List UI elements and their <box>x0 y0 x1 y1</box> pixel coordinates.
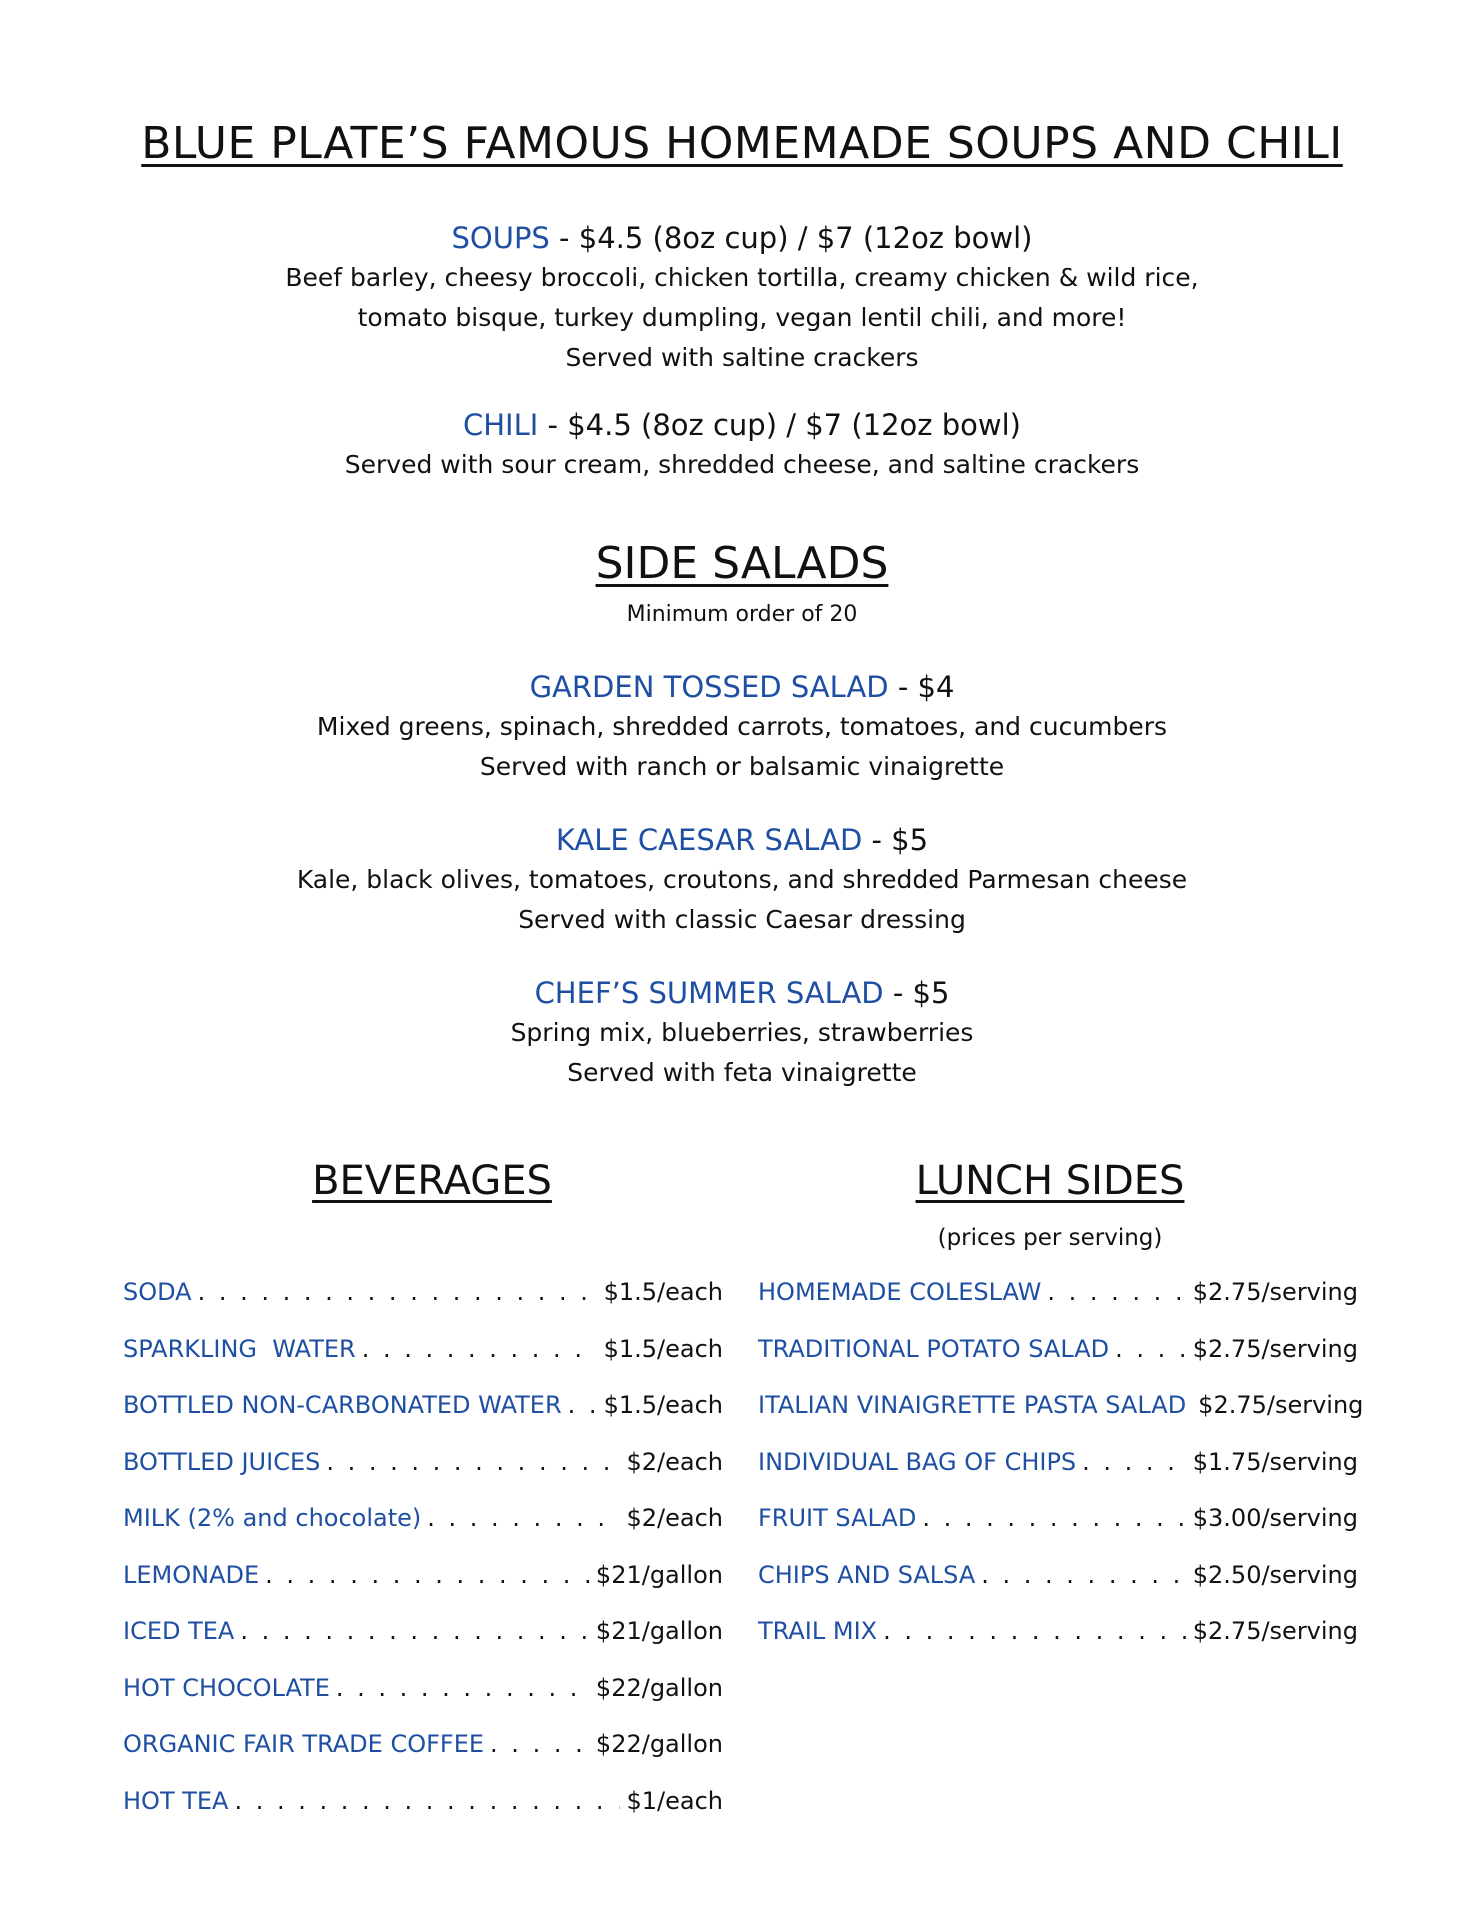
side-salads-section <box>0 538 1484 631</box>
lunch-sides-note: (prices per serving) <box>937 1225 1163 1251</box>
list-item <box>123 1448 723 1505</box>
salad-desc-line: Served with feta vinaigrette <box>567 1058 917 1087</box>
chili-title <box>0 405 1484 445</box>
salad-title <box>0 667 1484 707</box>
item-price: $2.75/serving <box>1192 1278 1358 1306</box>
leader-dots <box>198 1278 598 1306</box>
salad-desc-line: Kale, black olives, tomatoes, croutons, and shredded Parmesan cheese <box>296 865 1188 894</box>
item-price: $2.75/serving <box>1198 1391 1364 1419</box>
leader-dots <box>922 1504 1186 1532</box>
side-salads-heading: SIDE SALADS <box>595 538 889 589</box>
salad-item <box>0 820 1484 940</box>
salad-desc-line: Mixed greens, spinach, shredded carrots, tomatoes, and cucumbers <box>316 712 1168 741</box>
item-price: $1.5/each <box>603 1278 723 1306</box>
salad-desc-line: Spring mix, blueberries, strawberries <box>510 1018 974 1047</box>
item-name: CHIPS AND SALSA <box>758 1560 976 1589</box>
item-name: ITALIAN VINAIGRETTE PASTA SALAD <box>758 1391 1187 1419</box>
item-name: TRAIL MIX <box>758 1617 878 1645</box>
chili-price: - $4.5 (8oz cup) / $7 (12oz bowl) <box>538 408 1021 442</box>
salad-desc-line: Served with ranch or balsamic vinaigrette <box>479 752 1005 781</box>
soups-item <box>0 218 1484 378</box>
item-price: $2.75/serving <box>1192 1617 1358 1645</box>
list-item <box>123 1787 723 1844</box>
list-item <box>758 1561 1358 1618</box>
item-name: LEMONADE <box>123 1560 260 1589</box>
soups-desc-line: Served with saltine crackers <box>565 343 919 372</box>
leader-dots <box>362 1335 598 1363</box>
leader-dots <box>234 1787 620 1815</box>
item-name: MILK (2% and chocolate) <box>123 1504 422 1532</box>
list-item <box>123 1730 723 1787</box>
chili-name: CHILI <box>463 408 539 442</box>
leader-dots <box>427 1504 620 1532</box>
leader-dots <box>240 1617 590 1645</box>
item-name: BOTTLED NON-CARBONATED WATER <box>123 1391 562 1419</box>
list-item <box>758 1335 1358 1392</box>
list-item <box>123 1335 723 1392</box>
item-price: $2.75/serving <box>1192 1334 1358 1363</box>
item-price: $21/gallon <box>595 1617 723 1645</box>
list-item <box>123 1504 723 1561</box>
list-item <box>758 1278 1358 1335</box>
item-price: $3.00/serving <box>1192 1504 1358 1532</box>
leader-dots <box>1082 1448 1187 1476</box>
side-salads-note: Minimum order of 20 <box>626 602 858 627</box>
list-item <box>758 1391 1364 1448</box>
soups-desc-line: tomato bisque, turkey dumpling, vegan lentil chili, and more! <box>357 303 1127 332</box>
leader-dots <box>265 1561 590 1589</box>
salad-name: GARDEN TOSSED SALAD <box>529 670 889 704</box>
list-item <box>123 1391 723 1448</box>
list-item <box>123 1674 723 1731</box>
soups-chili-heading: BLUE PLATE’S FAMOUS HOMEMADE SOUPS AND CHILI <box>141 118 1343 169</box>
list-item <box>758 1448 1358 1505</box>
item-name: FRUIT SALAD <box>758 1504 917 1532</box>
item-name: TRADITIONAL POTATO SALAD <box>758 1334 1110 1363</box>
leader-dots <box>1047 1278 1186 1306</box>
salad-title <box>0 973 1484 1013</box>
salad-desc-line: Served with classic Caesar dressing <box>518 905 966 934</box>
item-name: HOT CHOCOLATE <box>123 1673 330 1702</box>
list-item <box>758 1504 1358 1561</box>
chili-desc-line: Served with sour cream, shredded cheese, and saltine crackers <box>344 450 1140 479</box>
item-price: $1.5/each <box>603 1334 723 1363</box>
item-price: $1.75/serving <box>1192 1447 1358 1476</box>
item-price: $1/each <box>626 1786 723 1815</box>
item-price: $22/gallon <box>595 1730 723 1758</box>
lunch-sides-list <box>758 1278 1364 1674</box>
item-price: $2.50/serving <box>1192 1560 1358 1589</box>
beverages-heading: BEVERAGES <box>312 1158 552 1204</box>
list-item <box>758 1617 1358 1674</box>
salad-name: CHEF’S SUMMER SALAD <box>534 976 884 1010</box>
soups-name: SOUPS <box>451 221 550 255</box>
salad-name: KALE CAESAR SALAD <box>555 823 863 857</box>
soups-price: - $4.5 (8oz cup) / $7 (12oz bowl) <box>549 221 1033 255</box>
soups-desc-line: Beef barley, cheesy broccoli, chicken tortilla, creamy chicken & wild rice, <box>285 263 1199 292</box>
list-item <box>123 1561 723 1618</box>
item-price: $2/each <box>626 1447 723 1476</box>
item-name: ORGANIC FAIR TRADE COFFEE <box>123 1730 485 1758</box>
list-item <box>123 1617 723 1674</box>
item-price: $22/gallon <box>595 1673 723 1702</box>
leader-dots <box>336 1674 590 1702</box>
soups-title <box>0 218 1484 258</box>
leader-dots <box>568 1391 598 1419</box>
salad-item <box>0 973 1484 1093</box>
leader-dots <box>1115 1335 1187 1363</box>
lunch-sides-heading: LUNCH SIDES <box>915 1158 1185 1204</box>
item-name: HOT TEA <box>123 1786 229 1815</box>
item-price: $2/each <box>626 1504 723 1532</box>
leader-dots <box>326 1448 620 1476</box>
salad-price: - $4 <box>888 670 955 704</box>
item-name: ICED TEA <box>123 1617 235 1645</box>
item-name: HOMEMADE COLESLAW <box>758 1278 1042 1306</box>
leader-dots <box>883 1617 1187 1645</box>
leader-dots <box>490 1730 590 1758</box>
item-price: $21/gallon <box>595 1560 723 1589</box>
salad-item <box>0 667 1484 787</box>
item-name: INDIVIDUAL BAG OF CHIPS <box>758 1447 1077 1476</box>
item-name: SPARKLING WATER <box>123 1334 356 1363</box>
item-name: BOTTLED JUICES <box>123 1447 321 1476</box>
chili-item <box>0 405 1484 485</box>
salad-title <box>0 820 1484 860</box>
beverages-list <box>123 1278 723 1843</box>
item-name: SODA <box>123 1278 192 1306</box>
salad-price: - $5 <box>883 976 950 1010</box>
item-price: $1.5/each <box>603 1391 723 1419</box>
list-item <box>123 1278 723 1335</box>
leader-dots <box>981 1561 1186 1589</box>
salad-price: - $5 <box>862 823 929 857</box>
